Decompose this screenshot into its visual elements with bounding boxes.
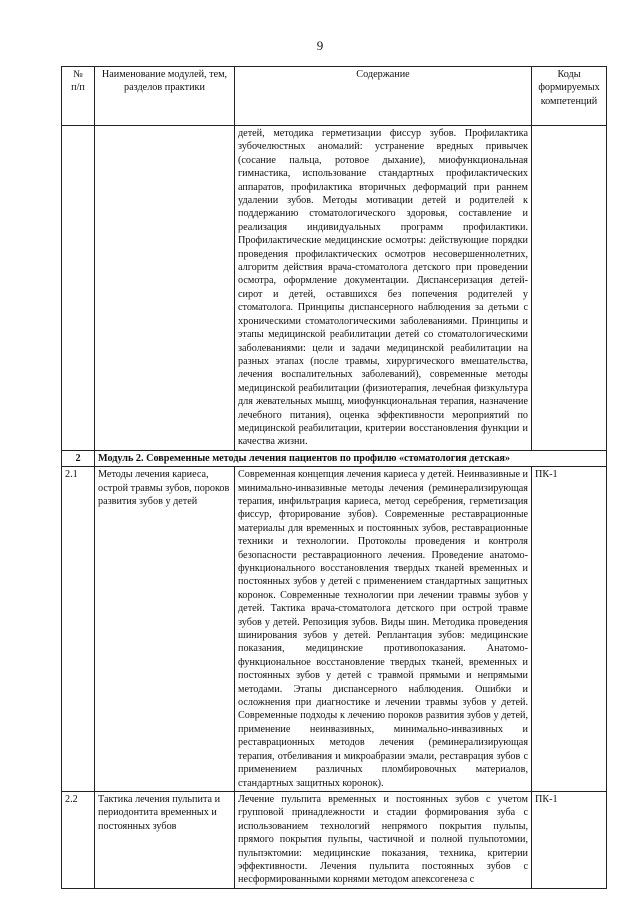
- table-row-module: [62, 450, 607, 466]
- cell-content: детей, методика герметизации фиссур зубов. Профилактика зубочелюстных аномалий: устранение вредных привычек (сосание пальца, ротовое дыхание), миофункциональная гимнастика, использование стандартных профилактических аппаратов, профилактика вторичных деформаций при раннем удалении зубов. Методы мотивации детей и родителей к поддержанию стоматологического здоровья, составление и реализация индивидуальных программ профилактики. Профилактические медицинские осмотры: действующие порядки проведения профилактических осмотров несовершеннолетних, алгоритм действия врача-стоматолога детского при проведении осмотра, оформление документации. Диспансеризация детей-сирот и детей, оставшихся без попечения родителей у стоматолога. Принципы диспансерного наблюдения за детьми с хроническими стоматологическими заболеваниями. Принципы и этапы медицинской реабилитации детей со стоматологическими заболеваниями: цели и задачи медицинской реабилитации на разных этапах (после травмы, хирургического вмешательства, лечения воспалительных заболеваний), современные методы медицинской реабилитации (физиотерапия, лечебная физкультура для жевательных мышц, миофункциональная терапия, назначение лечебного питания), оценка эффективности мероприятий по медицинской реабилитации, критерии восстановления функции и качества жизни.: [235, 126, 532, 451]
- page-number: 9: [316, 38, 324, 53]
- cell-num-empty: [62, 126, 95, 451]
- table-row: [62, 791, 607, 888]
- header-codes: Коды формируемых компетенций: [532, 67, 607, 126]
- header-name: Наименование модулей, тем, разделов практики: [95, 67, 235, 126]
- table-row-continued: [62, 126, 607, 451]
- row-content: Современная концепция лечения кариеса у детей. Неинвазивные и минимально-инвазивные методы лечения (реминерализирующая терапия, инфильтрация кариеса, метод серебрения, герметизация фиссур, фторирование зубов). Современные реставрационные материалы для временных и постоянных зубов, реставрационные техники и технологии. Протоколы проведения и контроля безопасности реставрационного лечения. Проведение анатомо-функционального восстановления твердых тканей временных и постоянных зубов у детей с применением стандартных защитных коронок. Современные технологии при лечении травмы зубов у детей. Тактика врача-стоматолога детского при острой травме зубов у детей. Репозиция зубов. Виды шин. Методика проведения шинирования зубов у детей. Реплантация зубов: медицинские показания, медицинские противопоказания. Анатомо-функциональное восстановление твердых тканей, временных и постоянных зубов у детей с травмой прямыми и непрямыми методами. Этапы диспансерного наблюдения. Ошибки и осложнения при диагностике и лечении травмы зубов у детей. Современные подходы к лечению пороков развития зубов у детей, применение неинвазивных, минимально-инвазивных и реставрационных методов лечения (реминерализирующая терапия, отбеливания и микроабразии эмали, реставрация зубов с применением различных пломбировочных материалов, стандартных защитных коронок).: [235, 467, 532, 792]
- row-name: Тактика лечения пульпита и периодонтита временных и постоянных зубов: [95, 791, 235, 888]
- table-header-row: [62, 67, 607, 126]
- table-row: [62, 467, 607, 792]
- row-name: Методы лечения кариеса, острой травмы зубов, пороков развития зубов у детей: [95, 467, 235, 792]
- row-num: 2.1: [62, 467, 95, 792]
- module-num: 2: [62, 450, 95, 466]
- row-code: ПК-1: [532, 791, 607, 888]
- row-code: ПК-1: [532, 467, 607, 792]
- curriculum-table: [61, 66, 607, 889]
- header-content: Содержание: [235, 67, 532, 126]
- module-title: Модуль 2. Современные методы лечения пациентов по профилю «стоматология детская»: [95, 450, 607, 466]
- cell-name-empty: [95, 126, 235, 451]
- row-num: 2.2: [62, 791, 95, 888]
- header-num: № п/п: [62, 67, 95, 126]
- row-content: Лечение пульпита временных и постоянных зубов с учетом групповой принадлежности и стадии формирования зуба с использованием технологий непрямого покрытия пульпы, прямого покрытия пульпы, частичной и полной пульпотомии, пульпэктомии: медицинские показания, техника, критерии эффективности. Лечения пульпита постоянных зубов с несформированными корнями методом апексогенеза с: [235, 791, 532, 888]
- cell-code-empty: [532, 126, 607, 451]
